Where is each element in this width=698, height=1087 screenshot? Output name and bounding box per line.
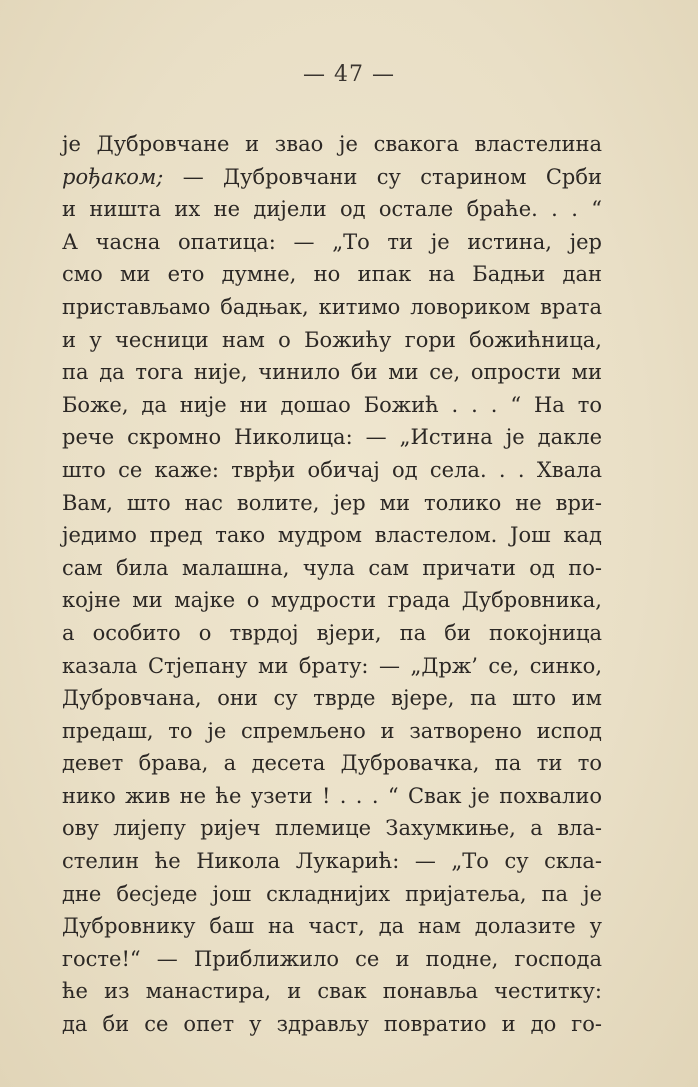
text-line: Боже, да није ни дошао Божић . . . “ На то <box>62 392 602 417</box>
text-line: госте!“ — Приближило се и подне, господа <box>62 946 602 971</box>
text-line: па да тога није, чинило би ми се, опрости ми <box>62 360 602 385</box>
text-line: ће из манастира, и свак понавља честитку: <box>62 979 602 1004</box>
body-text <box>62 128 602 1041</box>
text-line: Дубровнику баш на част, да нам долазите у <box>62 914 602 939</box>
text-line: је Дубровчане и звао је свакога властелина <box>62 132 602 156</box>
page-number: — 47 — <box>303 62 395 87</box>
text-line: сам била малашна, чула сам причати од по- <box>62 555 602 580</box>
text-line: Дубровчана, они су тврде вјере, па што им <box>62 686 602 711</box>
text-line: смо ми ето думне, но ипак на Бадњи дан <box>62 262 602 287</box>
text-line: којне ми мајке о мудрости града Дубровника, <box>62 588 602 613</box>
text-line: казала Стјепану ми брату: — „Држ’ се, синко, <box>62 653 602 678</box>
text-line: једимо пред тако мудром властелом. Још кад <box>62 523 602 548</box>
text-line: рече скромно Николица: — „Истина је дакле <box>62 425 602 450</box>
text-line: да би се опет у здрављу повратио и до го- <box>62 1012 602 1037</box>
text-line: нико жив не ће узети ! . . . “ Свак је похвалио <box>62 783 602 808</box>
text-line: и ништа их не дијели од остале браће. . . “ <box>62 197 602 222</box>
text-line: Вам, што нас волите, јер ми толико не ври- <box>62 490 602 515</box>
text-line: стелин ће Никола Лукарић: — „То су скла- <box>62 849 602 874</box>
italic-word: рођаком; <box>62 164 164 189</box>
text-line: дне бесједе још складнијих пријатеља, па је <box>62 881 602 906</box>
text-line: а особито о тврдој вјери, па би покојница <box>62 620 602 645</box>
text-line: ову лијепу ријеч племице Захумкиње, а вла- <box>62 816 602 841</box>
text-line: девет брава, а десета Дубровачка, па ти то <box>62 751 602 776</box>
text-line: предаш, то је спремљено и затворено испод <box>62 718 602 743</box>
text-line <box>62 161 602 194</box>
text-line: што се каже: тврђи обичај од села. . . Хвала <box>62 457 602 482</box>
text-line: А часна опатица: — „То ти је истина, јер <box>62 229 602 254</box>
text-line: пристављамо бадњак, китимо ловориком врата <box>62 294 602 319</box>
text-line: и у чесници нам о Божићу гори божићница, <box>62 327 602 352</box>
text-line-rest: — Дубровчани су старином Срби <box>163 164 602 189</box>
